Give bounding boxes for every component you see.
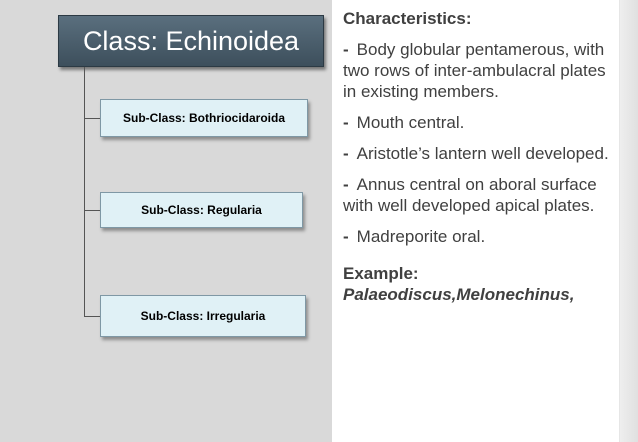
hierarchy-connector-2 — [84, 210, 100, 211]
characteristic-item — [343, 112, 623, 133]
bullet-dash: - — [343, 175, 349, 194]
characteristics-heading: Characteristics: — [343, 9, 472, 28]
characteristic-text: Body globular pentamerous, with two rows of inter-ambulacral plates in existing members. — [343, 40, 606, 101]
characteristic-item — [343, 226, 623, 247]
bullet-dash: - — [343, 144, 349, 163]
characteristics-column — [343, 8, 623, 305]
hierarchy-connector-vertical — [84, 67, 85, 317]
subclass-box-irregularia: Sub-Class: Irregularia — [100, 295, 306, 337]
characteristic-item — [343, 174, 623, 216]
example-label: Example: — [343, 264, 419, 283]
example-value: Palaeodiscus,Melonechinus, — [343, 285, 575, 304]
subclass-box-regularia: Sub-Class: Regularia — [100, 192, 303, 228]
class-title-box: Class: Echinoidea — [58, 15, 324, 67]
bullet-dash: - — [343, 113, 349, 132]
hierarchy-connector-3 — [84, 316, 100, 317]
bullet-dash: - — [343, 40, 349, 59]
characteristic-item — [343, 143, 623, 164]
characteristic-text: Aristotle’s lantern well developed. — [356, 144, 609, 163]
characteristic-text: Mouth central. — [356, 113, 465, 132]
characteristic-item — [343, 39, 623, 102]
characteristic-text: Annus central on aboral surface with well developed apical plates. — [343, 175, 597, 215]
hierarchy-connector-1 — [84, 118, 100, 119]
characteristic-text: Madreporite oral. — [356, 227, 486, 246]
subclass-box-bothriocidaroida: Sub-Class: Bothriocidaroida — [100, 99, 308, 137]
bullet-dash: - — [343, 227, 349, 246]
